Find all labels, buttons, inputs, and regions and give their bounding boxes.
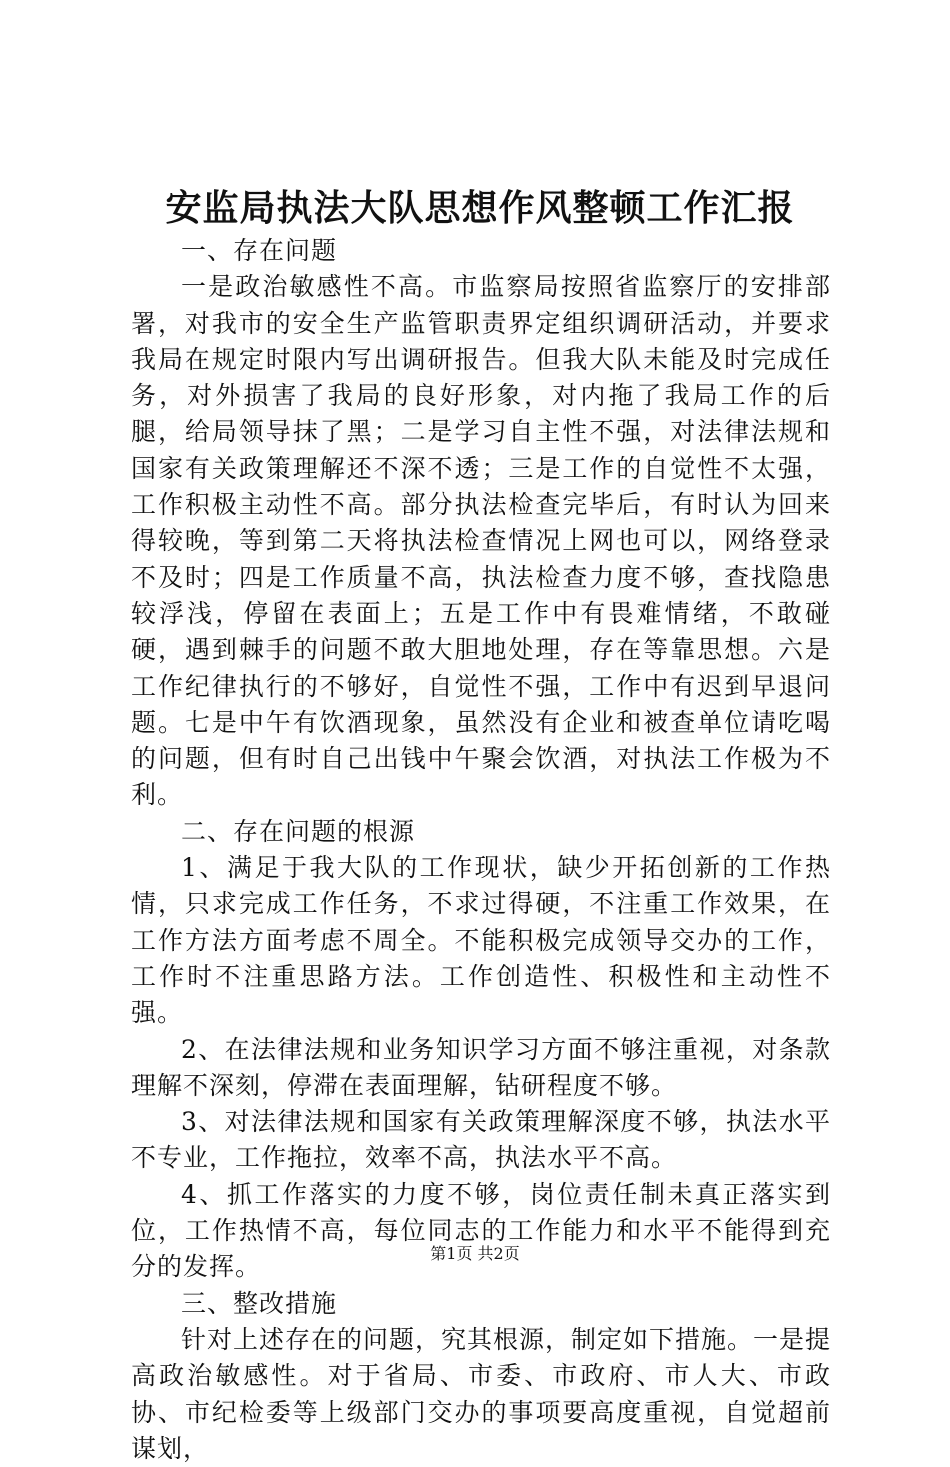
document-title: 安监局执法大队思想作风整顿工作汇报 bbox=[165, 187, 795, 229]
body-paragraph: 针对上述存在的问题，究其根源，制定如下措施。一是提高政治敏感性。对于省局、市委、市政府、市人大、市政协、市纪检委等上级部门交办的事项要高度重视，自觉超前谋划， bbox=[131, 1324, 832, 1463]
document-body bbox=[131, 233, 831, 1467]
section-heading: 一、存在问题 bbox=[181, 236, 338, 265]
body-paragraph: 1、满足于我大队的工作现状，缺少开拓创新的工作热情，只求完成工作任务，不求过得硬，不注重工作效果，在工作方法方面考虑不周全。不能积极完成领导交办的工作，工作时不注重思路方法。工作创造性、积极性和主动性不强。 bbox=[131, 853, 831, 1028]
body-paragraph: 4、抓工作落实的力度不够，岗位责任制未真正落实到位，工作热情不高，每位同志的工作能力和水平不能得到充分的发挥。 bbox=[131, 1179, 831, 1282]
body-paragraph: 一是政治敏感性不高。市监察局按照省监察厅的安排部署，对我市的安全生产监管职责界定组织调研活动，并要求我局在规定时限内写出调研报告。但我大队未能及时完成任务，对外损害了我局的良好形象，对内拖了我局工作的后腿，给局领导抹了黑；二是学习自主性不强，对法律法规和国家有关政策理解还不深不透；三是工作的自觉性不太强，工作积极主动性不高。部分执法检查完毕后，有时认为回来得较晚，等到第二天将执法检查情况上网也可以，网络登录不及时；四是工作质量不高，执法检查力度不够，查找隐患较浮浅，停留在表面上；五是工作中有畏难情绪，不敢碰硬，遇到棘手的问题不敢大胆地处理，存在等靠思想。六是工作纪律执行的不够好，自觉性不强，工作中有迟到早退问题。七是中午有饮酒现象，虽然没有企业和被查单位请吃喝的问题，但有时自己出钱中午聚会饮酒，对执法工作极为不利。 bbox=[131, 272, 831, 810]
page-footer: 第1页 共2页 bbox=[430, 1244, 520, 1263]
body-paragraph: 2、在法律法规和业务知识学习方面不够注重视，对条款理解不深刻，停滞在表面理解，钻研程度不够。 bbox=[131, 1034, 831, 1100]
body-paragraph: 3、对法律法规和国家有关政策理解深度不够，执法水平不专业，工作拖拉，效率不高，执法水平不高。 bbox=[131, 1107, 831, 1173]
section-heading: 二、存在问题的根源 bbox=[181, 816, 416, 846]
section-heading: 三、整改措施 bbox=[181, 1288, 338, 1318]
